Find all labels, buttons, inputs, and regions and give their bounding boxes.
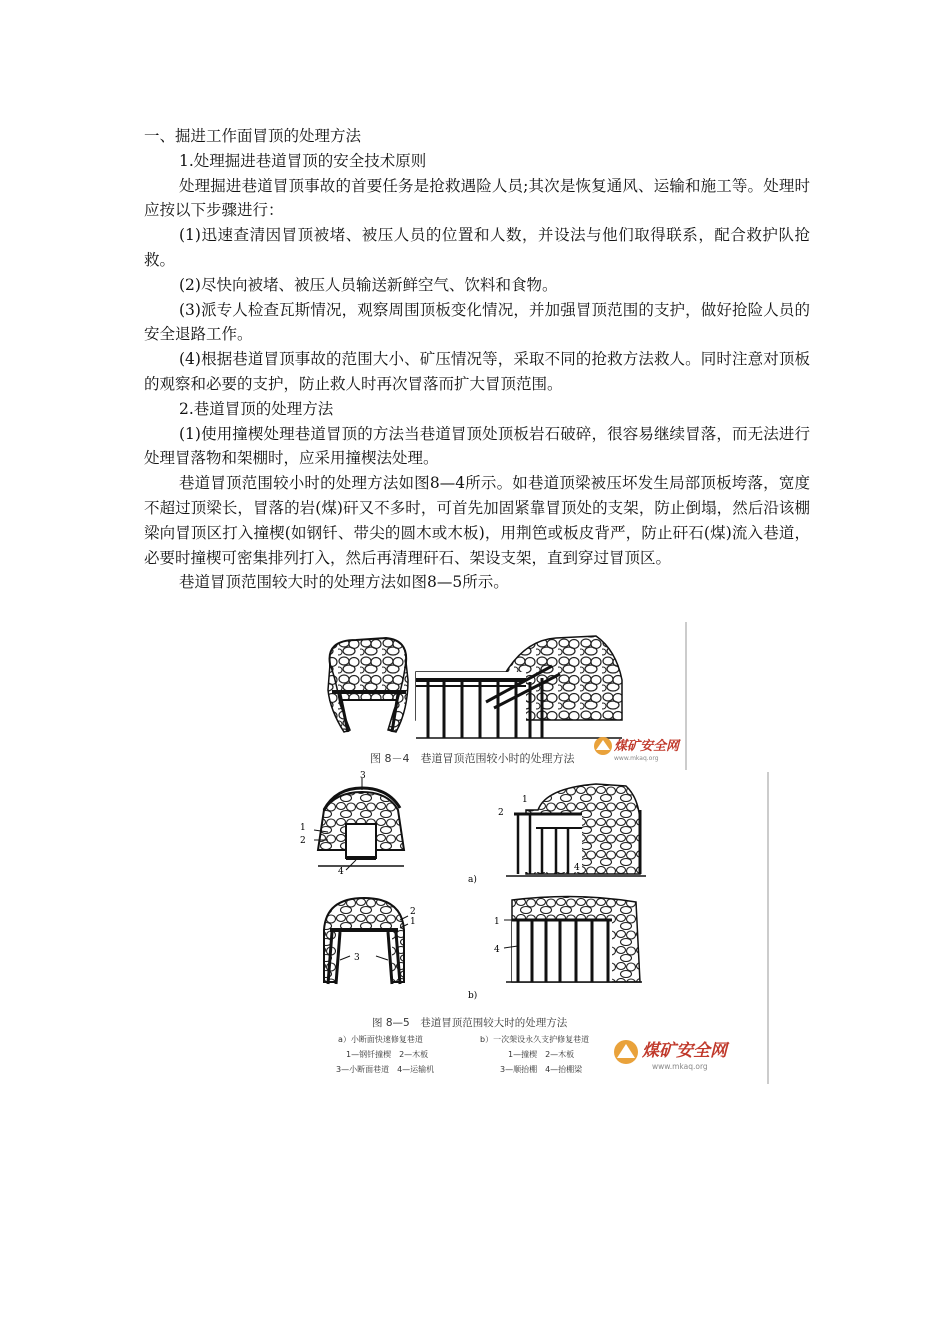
label-1-bl: 1 [494, 917, 500, 927]
fig85b-longitudinal [504, 896, 642, 982]
label-1-a: 1 [522, 795, 528, 805]
article-body [144, 124, 810, 595]
fig85-caption: 图 8—5 巷道冒顶范围较大时的处理方法 [372, 1017, 568, 1029]
legend-b-title: b）一次架设永久支护修复巷道 [480, 1035, 590, 1044]
subheading-principles: 1.处理掘进巷道冒顶的安全技术原则 [179, 151, 427, 170]
legend-b-line2: 3—顺抬棚 4—抬棚梁 [500, 1065, 583, 1074]
fig85a-cross-section [314, 778, 404, 870]
watermark-url: www.mkaq.org [614, 755, 659, 762]
label-4: 4 [338, 867, 344, 877]
watermark-logo-2 [614, 1040, 730, 1071]
figure-8-5 [296, 770, 772, 1086]
watermark-logo [594, 737, 682, 762]
legend-b-line1: 1—撞楔 2—木板 [508, 1050, 575, 1059]
label-a: a) [468, 875, 477, 885]
paragraph-small-roof-fall: 巷道冒顶范围较小时的处理方法如图8—4所示。如巷道顶梁被压坏发生局部顶板垮落，宽度不超过顶梁长，冒落的岩(煤)矸又不多时，可首先加固紧靠冒顶处的支架，防止倒塌，然后沿该棚梁向冒顶区打入撞楔(如钢钎、带尖的圆木或木板)，用荆笆或板皮背严，防止矸石(煤)流入巷道，必要时撞楔可密集排列打入，然后再清理矸石、架设支架，直到穿过冒顶区。 [144, 474, 810, 567]
legend-a-title: a）小断面快速修复巷道 [338, 1035, 423, 1044]
longitudinal-sketch [416, 636, 622, 738]
label-2-a: 2 [498, 808, 504, 818]
step-1: (1)迅速查清因冒顶被堵、被压人员的位置和人数，并设法与他们取得联系，配合救护队抢救。 [144, 226, 810, 269]
paragraph-intro: 处理掘进巷道冒顶事故的首要任务是抢救遇险人员;其次是恢复通风、运输和施工等。处理时应按以下步骤进行： [144, 176, 810, 220]
method-1: (1)使用撞楔处理巷道冒顶的方法当巷道冒顶处顶板岩石破碎，很容易继续冒落，而无法进行处理冒落物和架棚时，应采用撞楔法处理。 [144, 424, 810, 468]
step-4: (4)根据巷道冒顶事故的范围大小、矿压情况等，采取不同的抢救方法救人。同时注意对顶板的观察和必要的支护，防止救人时再次冒落而扩大冒顶范围。 [144, 350, 810, 393]
label-3-b: 3 [354, 953, 360, 963]
watermark-text: 煤矿安全网 [614, 739, 680, 754]
step-3: (3)派专人检查瓦斯情况，观察周围顶板变化情况，并加强冒顶范围的支护，做好抢险人员的安全退路工作。 [144, 300, 810, 344]
label-1: 1 [300, 823, 306, 833]
section-heading: 一、掘进工作面冒顶的处理方法 [144, 127, 362, 145]
label-2: 2 [300, 836, 306, 846]
fig85b-cross-section [324, 898, 408, 984]
label-3: 3 [360, 771, 366, 781]
label-1-b: 1 [410, 917, 416, 927]
cross-section-sketch [328, 638, 408, 732]
watermark-text-2: 煤矿安全网 [642, 1041, 727, 1061]
label-4-bl: 4 [494, 945, 500, 955]
label-b: b) [468, 991, 478, 1001]
label-4-a: 4 [574, 863, 580, 873]
step-2: (2)尽快向被堵、被压人员输送新鲜空气、饮料和食物。 [179, 275, 558, 294]
figure-8-4 [316, 620, 692, 772]
paragraph-large-roof-fall: 巷道冒顶范围较大时的处理方法如图8—5所示。 [179, 573, 509, 592]
label-2-b: 2 [410, 907, 416, 917]
watermark-url-2: www.mkaq.org [652, 1062, 708, 1071]
fig84-caption: 图 8－4 巷道冒顶范围较小时的处理方法 [370, 752, 575, 765]
subheading-methods: 2.巷道冒顶的处理方法 [179, 399, 334, 418]
legend-a-line1: 1—钢钎撞楔 2—木板 [346, 1050, 429, 1059]
legend-a-line2: 3—小断面巷道 4—运输机 [336, 1065, 435, 1074]
